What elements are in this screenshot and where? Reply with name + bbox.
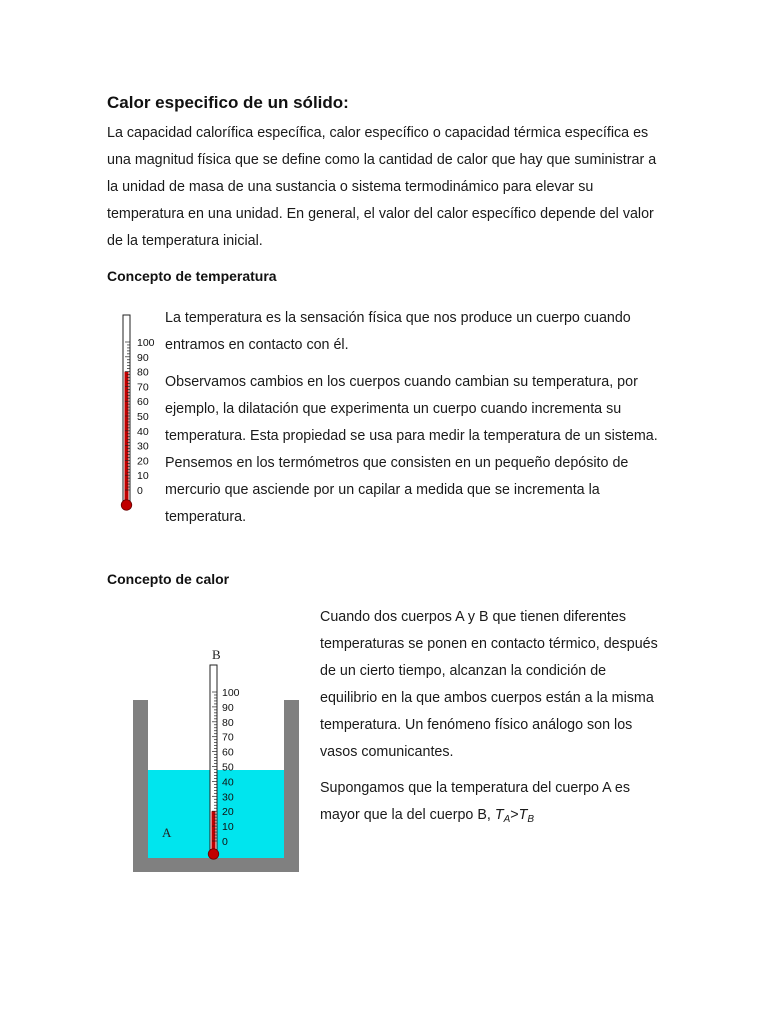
greater-than-symbol: >	[510, 807, 519, 823]
tick-label: 50	[222, 761, 234, 774]
ta-symbol: T	[494, 807, 504, 823]
tick-label: 80	[222, 716, 234, 729]
mercury-column	[212, 811, 216, 854]
tick-label: 80	[137, 366, 149, 379]
temperature-paragraph-1: La temperatura es la sensación física que nos produce un cuerpo cuando entramos en contacto con él.	[165, 310, 631, 353]
tick-label: 0	[137, 485, 143, 497]
body-b-label: B	[212, 647, 221, 662]
temperature-heading: Concepto de temperatura	[107, 268, 277, 284]
heat-paragraph-2-text: Supongamos que la temperatura del cuerpo A es mayor que la del cuerpo B,	[320, 780, 630, 823]
tick-label: 10	[137, 470, 149, 483]
tick-label: 100	[222, 687, 240, 699]
thermometer-bulb	[121, 500, 132, 511]
mercury-column	[125, 372, 129, 505]
tick-label: 60	[137, 396, 149, 409]
container-bottom	[133, 858, 299, 872]
tick-label: 30	[222, 791, 234, 804]
body-a-label: A	[162, 825, 172, 840]
container-right-wall	[284, 700, 299, 872]
tick-label: 40	[137, 425, 149, 438]
heat-paragraph-1: Cuando dos cuerpos A y B que tienen diferentes temperaturas se ponen en contacto térmico, después de un cierto tiempo, alcanzan la condición de equilibrio en la que ambos cuerpos están a la misma temperatura. Un fenómeno físico análogo son los vasos comunicantes.	[320, 609, 658, 760]
tick-label: 20	[137, 455, 149, 468]
tick-label: 10	[222, 821, 234, 834]
tick-label: 20	[222, 806, 234, 819]
tb-symbol: T	[518, 807, 528, 823]
container-left-wall	[133, 700, 148, 872]
thermometer-illustration	[112, 312, 162, 517]
tick-label: 70	[222, 731, 234, 744]
tick-label: 90	[222, 701, 234, 714]
thermometer-bulb	[208, 849, 219, 860]
ta-subscript: A	[503, 814, 511, 825]
heat-paragraph-2	[320, 775, 660, 833]
tick-label: 40	[222, 776, 234, 789]
tb-subscript: B	[527, 814, 535, 825]
tick-label: 30	[137, 440, 149, 453]
intro-paragraph: La capacidad calorífica específica, calor específico o capacidad térmica específica es una magnitud física que se define como la cantidad de calor que hay que suministrar a la unidad de masa de una sustancia o sistema termodinámico para elevar su temperatura en una unidad. En general, el valor del calor específico depende del valor de la temperatura inicial.	[107, 125, 657, 249]
temperature-paragraph-2: Observamos cambios en los cuerpos cuando cambian su temperatura, por ejemplo, la dilatación que experimenta un cuerpo cuando incrementa su temperatura. Esta propiedad se usa para medir la temperatura de un sistema. Pensemos en los termómetros que consisten en un pequeño depósito de mercurio que asciende por un capilar a medida que se incrementa la temperatura.	[165, 374, 658, 525]
tick-label: 90	[137, 351, 149, 364]
heat-equilibrium-diagram	[128, 640, 308, 880]
heat-heading: Concepto de calor	[107, 571, 230, 587]
tick-label: 70	[137, 381, 149, 394]
tick-label: 0	[222, 836, 228, 848]
tick-label: 60	[222, 746, 234, 759]
page-title: Calor especifico de un sólido:	[107, 93, 349, 112]
tick-label: 50	[137, 411, 149, 423]
tick-label: 100	[137, 337, 155, 349]
